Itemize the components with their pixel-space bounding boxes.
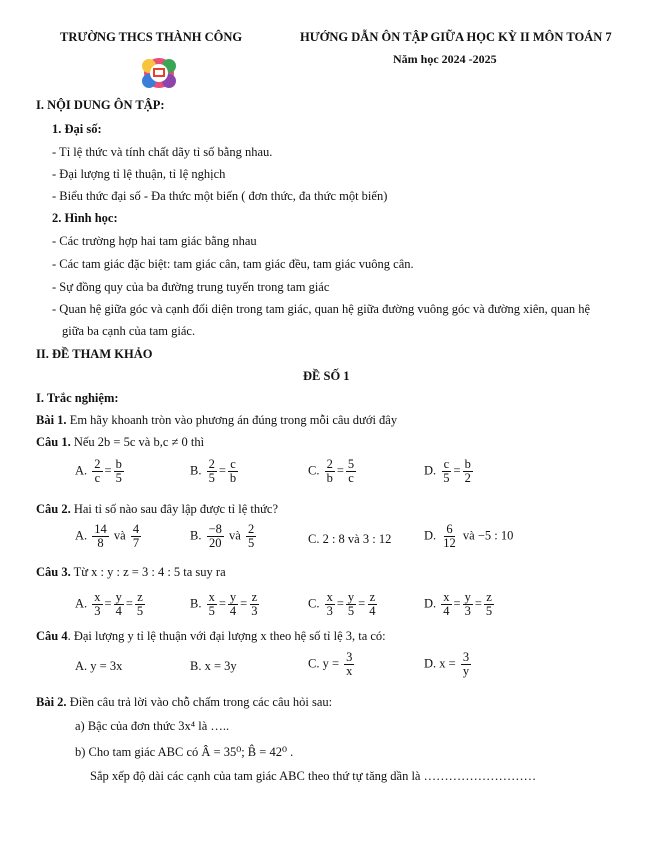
cau2-option-c[interactable]: C. 2 : 8 và 3 : 12 [308,532,392,546]
geometry-item: - Các tam giác đặc biệt: tam giác cân, tam giác đều, tam giác vuông cân. [52,257,414,271]
cau3-option-c[interactable]: C. $\frac{x}{3}$ = $\frac{y}{5}$ = $\frac{z}{4}$ [308,590,376,619]
cau1-option-c[interactable]: C. $\frac{2}{b}$ = $\frac{5}{c}$ [308,457,355,486]
cau3-option-b[interactable]: B. $\frac{x}{5}$ = $\frac{y}{4}$ = $\frac{z}{3}$ [190,590,258,619]
bai2-line [36,695,332,710]
algebra-heading: 1. Đại số: [52,122,102,136]
cau3-text: Từ x : y : z = 3 : 4 : 5 ta suy ra [73,565,226,579]
document-title: HƯỚNG DẪN ÔN TẬP GIỮA HỌC KỲ II MÔN TOÁN 7 [300,30,612,44]
cau3-label: Câu 3. [36,565,71,579]
bai1-line [36,413,397,428]
algebra-item: - Tỉ lệ thức và tính chất dãy tỉ số bằng nhau. [52,145,273,159]
cau3-line [36,565,226,580]
cau1-line [36,435,204,450]
cau1-text: Nếu 2b = 5c và b,c ≠ 0 thì [73,435,205,449]
bai2-label: Bài 2. [36,695,67,709]
bai2-question-a: a) Bậc của đơn thức 3x⁴ là ….. [75,719,230,733]
geometry-item: giữa ba cạnh của tam giác. [62,324,196,338]
algebra-item: - Đại lượng tỉ lệ thuận, tỉ lệ nghịch [52,167,226,181]
school-name: TRƯỜNG THCS THÀNH CÔNG [60,30,243,44]
cau1-option-b[interactable]: B. $\frac{2}{5}$ = $\frac{c}{b}$ [190,457,237,486]
mc-heading: I. Trắc nghiệm: [36,391,119,405]
bai2-question-b-prompt: Sắp xếp độ dài các cạnh của tam giác ABC theo thứ tự tăng dần là ……………………… [90,769,537,783]
cau4-line [36,629,386,644]
cau4-text: . Đại lượng y tỉ lệ thuận với đại lượng x theo hệ số tỉ lệ 3, ta có: [67,629,386,643]
cau2-option-a[interactable]: A. $\frac{14}{8}$ và $\frac{4}{7}$ [75,522,140,551]
cau4-option-c[interactable]: C. y = $\frac{3}{x}$ [308,650,353,679]
cau1-option-a[interactable]: A. $\frac{2}{c}$ = $\frac{b}{5}$ [75,457,122,486]
cau2-line [36,502,278,517]
bai2-question-b: b) Cho tam giác ABC có Â = 35⁰; B̂ = 42⁰ . [75,745,294,759]
cau4-label: Câu 4 [36,629,68,643]
geometry-item: - Các trường hợp hai tam giác bằng nhau [52,234,257,248]
cau1-option-d[interactable]: D. $\frac{c}{5}$ = $\frac{b}{2}$ [424,457,471,486]
cau4-option-a[interactable]: A. y = 3x [75,659,123,673]
geometry-item: - Quan hệ giữa góc và cạnh đối diện trong tam giác, quan hệ giữa đường vuông góc và đường xiên, quan hệ [52,302,591,316]
geometry-heading: 2. Hình học: [52,211,118,225]
cau1-label: Câu 1. [36,435,71,449]
school-logo-icon [138,56,180,90]
school-year: Năm học 2024 -2025 [393,52,497,66]
cau4-option-d[interactable]: D. x = $\frac{3}{y}$ [424,650,470,679]
section2-heading: II. ĐỀ THAM KHẢO [36,347,153,361]
cau4-option-b[interactable]: B. x = 3y [190,659,237,673]
bai1-text: Em hãy khoanh tròn vào phương án đúng trong mỗi câu dưới đây [69,413,398,427]
algebra-item: - Biểu thức đại số - Đa thức một biến ( đơn thức, đa thức một biến) [52,189,388,203]
geometry-item: - Sự đồng quy của ba đường trung tuyến trong tam giác [52,280,330,294]
exam-title: ĐỀ SỐ 1 [303,369,350,383]
bai2-text: Điền câu trả lời vào chỗ chấm trong các câu hỏi sau: [69,695,333,709]
cau2-option-b[interactable]: B. $\frac{-8}{20}$ và $\frac{2}{5}$ [190,522,255,551]
bai1-label: Bài 1. [36,413,67,427]
cau3-option-d[interactable]: D. $\frac{x}{4}$ = $\frac{y}{3}$ = $\frac{z}{5}$ [424,590,493,619]
cau2-text: Hai tỉ số nào sau đây lập được tỉ lệ thức? [73,502,278,516]
cau3-option-a[interactable]: A. $\frac{x}{3}$ = $\frac{y}{4}$ = $\frac{z}{5}$ [75,590,144,619]
cau2-label: Câu 2. [36,502,71,516]
section1-heading: I. NỘI DUNG ÔN TẬP: [36,98,165,112]
cau2-option-d[interactable]: D. $\frac{6}{12}$ và −5 : 10 [424,522,514,551]
